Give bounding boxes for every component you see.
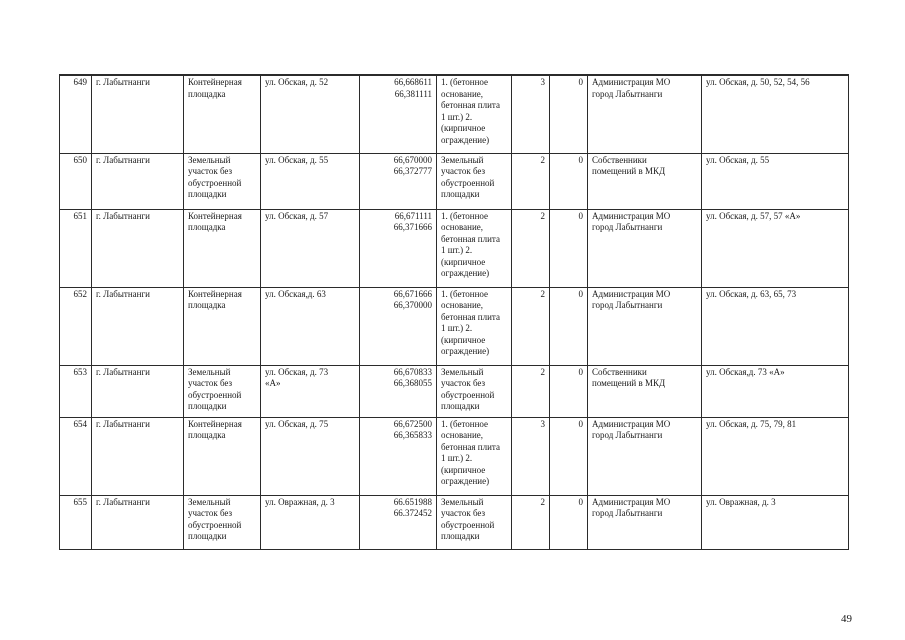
owner-cell: Собственники помещений в МКД xyxy=(588,153,702,209)
extra-count-cell: 0 xyxy=(550,75,588,153)
site-type-cell: Земельный участок без обустроенной площадки xyxy=(184,495,261,549)
served-objects-cell: ул. Обская, д. 75, 79, 81 xyxy=(702,417,849,495)
table-row xyxy=(60,365,849,417)
surface-cell: 1. (бетонное основание, бетонная плита 1 шт.) 2. (кирпичное ограждение) xyxy=(437,209,512,287)
coordinates-cell: 66,670000 66,372777 xyxy=(360,153,437,209)
coordinates-cell: 66.651988 66.372452 xyxy=(360,495,437,549)
table-row xyxy=(60,495,849,549)
served-objects-cell: ул. Обская,д. 73 «А» xyxy=(702,365,849,417)
owner-cell: Собственники помещений в МКД xyxy=(588,365,702,417)
row-number: 655 xyxy=(60,495,92,549)
surface-cell: Земельный участок без обустроенной площадки xyxy=(437,153,512,209)
address-cell: ул. Обская,д. 63 xyxy=(261,287,360,365)
address-cell: ул. Обская, д. 52 xyxy=(261,75,360,153)
address-cell: ул. Обская, д. 55 xyxy=(261,153,360,209)
row-number: 650 xyxy=(60,153,92,209)
surface-cell: Земельный участок без обустроенной площадки xyxy=(437,495,512,549)
container-count-cell: 2 xyxy=(512,495,550,549)
extra-count-cell: 0 xyxy=(550,153,588,209)
site-type-cell: Земельный участок без обустроенной площадки xyxy=(184,153,261,209)
table-row xyxy=(60,153,849,209)
served-objects-cell: ул. Обская, д. 63, 65, 73 xyxy=(702,287,849,365)
table-row xyxy=(60,209,849,287)
coordinates-cell: 66,670833 66,368055 xyxy=(360,365,437,417)
served-objects-cell: ул. Обская, д. 57, 57 «А» xyxy=(702,209,849,287)
surface-cell: 1. (бетонное основание, бетонная плита 1 шт.) 2. (кирпичное ограждение) xyxy=(437,287,512,365)
row-number: 653 xyxy=(60,365,92,417)
served-objects-cell: ул. Овражная, д. 3 xyxy=(702,495,849,549)
locality-cell: г. Лабытнанги xyxy=(92,495,184,549)
owner-cell: Администрация МО город Лабытнанги xyxy=(588,287,702,365)
page-number: 49 xyxy=(841,613,852,625)
owner-cell: Администрация МО город Лабытнанги xyxy=(588,75,702,153)
surface-cell: 1. (бетонное основание, бетонная плита 1 шт.) 2. (кирпичное ограждение) xyxy=(437,75,512,153)
site-type-cell: Контейнерная площадка xyxy=(184,417,261,495)
coordinates-cell: 66,672500 66,365833 xyxy=(360,417,437,495)
site-type-cell: Контейнерная площадка xyxy=(184,287,261,365)
address-cell: ул. Овражная, д. 3 xyxy=(261,495,360,549)
locality-cell: г. Лабытнанги xyxy=(92,417,184,495)
address-cell: ул. Обская, д. 57 xyxy=(261,209,360,287)
row-number: 651 xyxy=(60,209,92,287)
extra-count-cell: 0 xyxy=(550,209,588,287)
locality-cell: г. Лабытнанги xyxy=(92,153,184,209)
served-objects-cell: ул. Обская, д. 55 xyxy=(702,153,849,209)
site-type-cell: Контейнерная площадка xyxy=(184,75,261,153)
table-row xyxy=(60,417,849,495)
extra-count-cell: 0 xyxy=(550,287,588,365)
locality-cell: г. Лабытнанги xyxy=(92,209,184,287)
site-type-cell: Земельный участок без обустроенной площадки xyxy=(184,365,261,417)
address-cell: ул. Обская, д. 75 xyxy=(261,417,360,495)
extra-count-cell: 0 xyxy=(550,417,588,495)
registry-table xyxy=(59,74,849,550)
owner-cell: Администрация МО город Лабытнанги xyxy=(588,209,702,287)
surface-cell: 1. (бетонное основание, бетонная плита 1 шт.) 2. (кирпичное ограждение) xyxy=(437,417,512,495)
coordinates-cell: 66,668611 66,381111 xyxy=(360,75,437,153)
extra-count-cell: 0 xyxy=(550,495,588,549)
coordinates-cell: 66,671666 66,370000 xyxy=(360,287,437,365)
row-number: 652 xyxy=(60,287,92,365)
row-number: 649 xyxy=(60,75,92,153)
locality-cell: г. Лабытнанги xyxy=(92,75,184,153)
row-number: 654 xyxy=(60,417,92,495)
address-cell: ул. Обская, д. 73 «А» xyxy=(261,365,360,417)
site-type-cell: Контейнерная площадка xyxy=(184,209,261,287)
container-count-cell: 3 xyxy=(512,417,550,495)
surface-cell: Земельный участок без обустроенной площадки xyxy=(437,365,512,417)
container-count-cell: 2 xyxy=(512,287,550,365)
container-count-cell: 2 xyxy=(512,153,550,209)
owner-cell: Администрация МО город Лабытнанги xyxy=(588,495,702,549)
container-count-cell: 3 xyxy=(512,75,550,153)
container-count-cell: 2 xyxy=(512,209,550,287)
coordinates-cell: 66,671111 66,371666 xyxy=(360,209,437,287)
table-row xyxy=(60,75,849,153)
table-row xyxy=(60,287,849,365)
locality-cell: г. Лабытнанги xyxy=(92,365,184,417)
owner-cell: Администрация МО город Лабытнанги xyxy=(588,417,702,495)
served-objects-cell: ул. Обская, д. 50, 52, 54, 56 xyxy=(702,75,849,153)
container-count-cell: 2 xyxy=(512,365,550,417)
locality-cell: г. Лабытнанги xyxy=(92,287,184,365)
extra-count-cell: 0 xyxy=(550,365,588,417)
